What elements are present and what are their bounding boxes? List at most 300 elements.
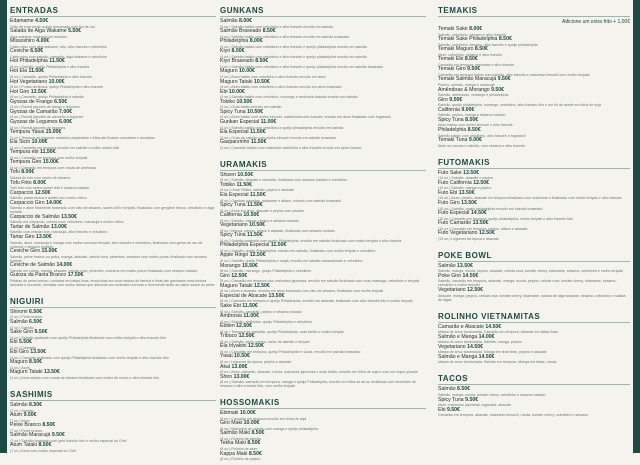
item-name: Tekka Maki [220,440,246,447]
item-price: 8.00€ [469,26,483,32]
item-price: 11.50€ [40,149,56,156]
item-name: Salmão [10,318,28,325]
menu-item [10,249,216,263]
item-description: Caldo miso com salmão, camarão, alga wakame e cebolinho [10,54,107,59]
item-name: Morango [220,262,241,269]
item-description: (4 un.) Camarão em tempura envolto em salmão e molho sweet chili [10,145,119,150]
item-description: (8 un.) Tempura de camarão, queijo Philadelphia, ovas tobiko e molho teriyaki [220,329,344,334]
corner-dot [634,442,639,447]
item-description: (8 un.) Salmão, queijo Philadelphia, envolto em salmão, finalizado com molho teriyaki e cebolinho [220,248,376,253]
item-description: Salmão, cebolinho, sésamo, alho francês e queijo philadelphia [438,42,538,47]
item-description: Alga wakame marinada em sésamo [10,34,68,39]
menu-column-left [10,6,216,457]
menu-item [10,273,216,287]
menu-item [438,88,630,98]
item-price: 9.50€ [51,432,65,439]
item-price: 9.50€ [465,396,479,403]
item-price: 13.50€ [458,189,475,196]
item-description: Salmão, manga, rúcula, pepino, abacate, cebola roxa, tomate cherry, edamame, sésamo, cebolinho e molho teriyaki [438,269,623,274]
item-name: Salmão [10,402,28,408]
item-price: 10.50€ [234,353,250,360]
item-name: Salmão [220,18,238,24]
menu-item [220,264,426,274]
item-description: (4 un.) Salmão batido com cebolinho e alho francês e queijo philadelphia envolto em salmão braseado [220,64,384,69]
item-price: 13.50€ [268,292,285,299]
item-name: Shizen [220,171,236,178]
item-price: 8.50€ [29,402,43,408]
item-description: Salmão, manga, rúcula, tomate cherry, cebolinho e sésamo tostado [438,393,546,398]
item-description: (10 un.) Atum, pepino, abacate em tempura finalizado com maionese e finalizado com molho teriyaki e alho francês [438,196,622,201]
menu-item [10,201,216,215]
item-name: Spicy Tuna [438,116,464,123]
item-price: 8.50€ [464,56,478,63]
item-name: Ebimaki [220,410,239,417]
item-name: Maguro Tataki [220,282,253,289]
item-description: Camarão em tempura, abacate, maionese kimuchi, rúcula, tomate cherry, cebolinho e sésamo [438,413,588,418]
item-price: 9.00€ [468,137,482,144]
item-name: Temaki Maguro [438,46,474,53]
menu-item [10,443,216,453]
item-description: (8 un.) Gambas panadas, maionese e alface, coberto com salmão braseado [220,198,342,203]
item-description: (8 un.) Rolinho de atum [220,447,258,452]
item-description: (4 un.) Salmão batido com cebolinho, morango e amêndoa tostada envolto em salmão [220,95,358,100]
item-description: (4 un.) Atum batido com cebolinho e alho francês envolto em atum [220,75,326,80]
item-name: Temaki Salmão Maracujá [438,76,497,83]
menu-item [10,235,216,249]
item-description: (10 un.) Camarão em tempura, pepino, alface e abacate [438,226,528,231]
item-name: Hot Ela [10,68,28,75]
item-price: 8.50€ [38,442,52,449]
section-title: POKE BOWL [438,250,492,260]
item-description: Salmão, cebolinho, sésamo e alho francês [438,32,506,37]
item-price: 9.50€ [446,406,460,413]
item-description: Atum batido com molho kimuchi e alho francês [438,123,513,128]
item-description: Salmão batido com cebolinho, alho francês e togarashi [438,133,526,138]
item-name: Especial de Abacate [220,292,268,299]
item-name: Carpaccio Giro [10,199,45,206]
item-price: 11.50€ [247,202,263,208]
item-description: (10 un.) Salmão, abacate e pepino [438,176,494,181]
section-divider [438,384,630,385]
item-description: (4 un.) Ravioli japonês de frango e legumes [10,105,80,110]
item-price: 12.50€ [236,323,253,330]
item-name: Futo Giro [438,199,460,206]
item-price: 5.50€ [68,28,82,35]
item-price: 15.00€ [41,248,58,255]
item-price: 8.50€ [251,430,265,437]
item-name: Futo Vegetariano [438,230,478,237]
item-price: 8.50€ [255,58,269,65]
item-description: Atum, cebolinho, sésamo e alho francês [438,52,502,57]
item-description: (4 un.) Salmão batido com cebolinho e alho francês envolto em salmão braseado [220,34,350,39]
item-name: Futo Especial [438,210,470,216]
item-price: 11.50€ [270,242,287,249]
item-price: 15.00€ [45,129,62,136]
menu-item [438,288,630,302]
item-name: Sake Giro [10,329,34,336]
item-price: 14.00€ [46,199,62,206]
item-price: 8.00€ [239,18,253,24]
item-price: 13.00€ [50,223,67,230]
item-price: 9.50€ [497,76,511,83]
item-name: Carpaccio [10,189,34,196]
item-price: 12.50€ [34,189,51,196]
section-title: HOSSOMAKIS [220,398,280,408]
item-description: (4 un.) Atum batido com molho kimuchi, salsichinha alho francês, envolto em atum finalizado com togarashi [220,115,391,120]
item-description: (8 un.) Salmão, queijo Philadelphia e maçã, envolto em salmão caramelizado e cebolinho [220,259,363,264]
item-price: 9.00€ [461,106,475,113]
item-description: Caldo miso com alga wakame, tofu, alho francês e cebolinho [10,44,107,49]
item-name: Edamame [10,18,34,24]
corner-dot [634,6,639,11]
item-name: Gyozas de Frango [10,98,53,105]
item-price: 14.50€ [485,323,502,330]
item-name: Missoshiro [10,38,35,45]
item-price: 13.50€ [61,213,77,220]
item-name: Vegetariano [220,222,248,229]
item-description: (8 un.) Camarão em tempura, queijo Philadelphia e rúcula, envolto em salmão braseado [220,349,361,354]
item-name: Ebi [220,88,228,95]
item-name: Hot Giro [10,88,30,95]
item-name: Spicy Tuna [220,232,246,239]
item-price: 13.50€ [43,369,60,376]
item-description: (4 un.) Ovas de salmão com molho kimuchi envolto em salmão braseado [220,135,337,140]
item-description: (4 un.) Camarão batido com maionese cebolinho e alho francês envolto em peixe branco [220,145,362,150]
item-description: (4 un.) Salmão gratinado com queijo Philadelphia finalizado com molho teriyaki e alho francês frito [10,335,167,340]
section-divider [220,16,426,17]
item-name: Ela Especial [220,129,249,136]
menu-item [220,140,426,150]
item-description: (8 un.) Salmão gratinado com queijo Philadelphia, envolto em salmão finalizado com molho teriyaki e alho francês [220,238,402,243]
item-description: Camarão em tempura batido com salmão, alho francês e maionese kimuchi com molho teriyaki [438,72,590,77]
item-description: Salmão em cubos, manga, abacate, cebola roxa, pimentos, coentros em molho ponzu finalizado com sésamo tostado [10,268,198,273]
item-price: 14.50€ [470,210,487,216]
item-price: 10.50€ [237,171,254,178]
item-name: Kiyo Braseado [220,58,254,65]
item-name: Salmão [438,262,456,269]
item-description: (8 un.) Camarão em tempura com maionese japonesa, envolto em salmão finalizado com ovas massago, cebolinho e teriyaki [220,279,420,284]
section-divider [220,170,426,171]
item-name: Maguro Tataki [10,369,43,376]
menu-item [220,354,426,364]
item-name: Giro [220,272,230,279]
item-price: 8.00€ [231,48,245,55]
item-name: Tofu [10,169,20,176]
item-description: Tofu frito com molho sweet chili e sésamo tostado [10,186,90,191]
item-name: Tempura Yasai [10,129,45,136]
item-description: Pétalas de peixe branco, cortadas em fatias finas, envolvidas em uma mistura de farinha e fritas até ganharem uma textura dourada e crocante, servidas com molho tártaro que adiciona um contraste cremoso e levemente ácido ao sabor suave do peixe [10,278,215,287]
item-name: Sake Ebi [220,302,241,309]
item-price: 10.00€ [48,78,65,85]
menu-item [220,365,426,375]
item-price: 11.50€ [250,129,266,136]
menu-section-poke-bowl [438,251,630,302]
section-title: TACOS [438,374,468,384]
item-price: 13.50€ [30,349,47,356]
item-description: (4 un.) Salmão batido com cebolinho e queijo philadelphia envolto em salmão [220,125,344,130]
item-name: Ebiten [220,323,235,330]
item-price: 15.50€ [241,262,258,269]
item-price: 11.00€ [260,118,277,125]
item-price: 10.50€ [236,98,253,105]
item-description: (1 un.) Tempura de legumes variados preparados e fritos até ficarem crocantes e dourados [10,135,155,140]
item-description: (8 un.) Salmão, atum, pepino, tartar de salmão e teriyaki [220,339,310,344]
item-price: 6.50€ [54,98,68,105]
item-name: Hot Philadelphia [10,58,48,65]
item-description: Massa de arroz tamboriada, Salmão em tempura, Manga em fatias, rúcula [438,360,557,365]
item-price: 14.50€ [462,272,479,279]
section-title: TEMAKIS [438,6,478,15]
item-description: Salmão, peixe branco ou polvo, manga, abacate, cebola roxa, pimentos, coentros com molho ponzu finalizado com sésamo tostado [10,254,207,263]
item-price: 10.00€ [228,88,245,95]
menu-item [438,398,630,408]
left-border [0,0,7,453]
item-name: Salmão Maki [220,430,250,437]
menu-section-gunkans [220,6,426,150]
item-price: 8.00€ [21,169,35,176]
item-name: Hot Vegetariano [10,78,48,85]
menu-item [220,344,426,354]
item-price: 10.50€ [249,222,266,229]
section-divider [438,16,630,17]
item-price: 12.50€ [249,252,266,259]
item-description: Salmão, atum, maracujá e manga com molho cremoso teriyaki, alho francês e cebolinho, finalizado com gema de ovo de codorniz e sésamo tostado [10,240,203,249]
item-price: 13.50€ [472,220,489,227]
item-price: 10.50€ [243,212,260,219]
item-name: Gunkan Especial [220,118,260,125]
item-price: 9.50€ [491,86,505,93]
item-description: (4 un.) Ravioli japonês de camarão e legumes [10,115,84,120]
item-name: Spicy Tuna [220,108,246,115]
item-price: 17.50€ [67,272,84,279]
item-price: 11.50€ [250,139,267,146]
menu-item [438,355,630,365]
item-price: 15.00€ [42,159,59,166]
item-name: Temaki Sake Philadelphia [438,36,498,43]
item-name: Salada de Alga Wakame [10,28,67,35]
item-price: 12.50€ [247,343,264,350]
item-price: 11.50€ [242,302,258,309]
item-price: 10.00€ [239,68,255,75]
item-description: Salmão, pasta trunca e azeite com molho cítrico [10,196,87,201]
section-title: URAMAKIS [220,159,268,169]
item-price: 9.50€ [23,412,37,419]
item-price: 9.50€ [34,329,48,336]
item-name: Ceviche [10,48,29,55]
item-description: Camarão em tempura, maionese e alho francês [438,62,515,67]
item-name: Tempura ebi [10,149,39,156]
item-description: (8 un.) Camarão, queijo Philadelphia e salmão [10,95,84,100]
item-price: 9.50€ [467,66,481,73]
item-description: (8 un.) Salmão, camarão, pepino e sésamo tostado [220,309,302,314]
item-name: Ceviche Giro [10,248,40,255]
item-description: Massa de arroz tamboriada, Manga em tiras finas, pepino e abacate [438,350,547,355]
menu-section-rolinho-vietnamitas [438,312,630,365]
item-name: Giro [438,96,448,103]
item-price: 12.50€ [473,179,490,186]
item-price: 6.50€ [29,308,43,315]
item-description: (8 un.) Salmão, abacate e camarão, finalizado com sésamo tostado e cebolinho [220,178,348,183]
section-title: ROLINHO VIETNAMITAS [438,311,541,321]
menu-item [438,408,630,418]
item-name: Tobiko [220,98,235,105]
item-description: (4 un.) Camarão em tempura com crosta de amêndoa [10,165,96,170]
item-name: Ela Irlyakini [220,343,247,350]
menu-item [10,160,216,170]
item-price: 13.00€ [233,373,250,380]
section-divider [220,408,426,409]
item-price: 8.50€ [42,422,56,429]
item-name: Temaki Giro [438,66,466,73]
menu-section-entradas [10,6,216,287]
item-name: Ceviche de Salmão [10,262,55,269]
item-description: (8 un.) Rolinho de salmão [220,436,262,441]
item-price: 12.50€ [467,286,484,293]
item-description: (4 un.) Camarão gratinado com queijo Philadelphia finalizado com molho teriyaki e alho francês frito [10,355,169,360]
item-description: Salmão e atum finamente braseado com óleo de sésamo, sweet chili e teriyaki, finalizado com gengibre fresco, cebolinho e alga tostada [10,206,214,215]
item-name: Tribuco [220,333,238,340]
menu-item [438,231,630,241]
item-description: (7 un.) Salmão braseado com gelo francês frito e molho especial do Chef [10,438,127,443]
item-description: (4 un.) Ovas tobiko envolto em salmão [220,105,282,110]
item-price: 6.50€ [29,318,43,325]
item-price: 8.50€ [457,386,471,393]
item-name: Maguro [220,68,238,75]
item-price: 10.00€ [239,410,256,417]
menu-section-temakis [438,6,630,148]
menu-section-hossomakis [220,398,426,461]
item-description: (8 un.) Atum, camarão, abacate, rúcula, maionese japonesa e ovas tobiko, envolto em folha de soja e com um toque picante [220,370,418,375]
item-description: (8 un.) Salmão, morango, queijo Philadelphia e cebolinho [220,269,312,274]
menu-column-middle [220,6,426,465]
item-name: California [220,212,242,219]
item-description: (4 un.) Atum batido com cebolinho e alho francês envolto em atum braseado [220,85,342,90]
item-description: (2 un.) Peixe branco [10,315,43,320]
item-price: 11.00€ [243,313,259,320]
item-description: (8 un.) Maionese de salmão com manga e queijo philadelphia [220,426,319,431]
item-description: (7 un.) Atum [10,418,30,423]
menu-section-futomakis [438,158,630,241]
item-name: Yasai [220,353,233,360]
section-divider [10,16,216,17]
item-name: Kappa Maki [220,450,248,457]
item-price: 7.00€ [59,108,73,115]
menu-section-tacos [438,374,630,417]
item-description: (2 un.) Camarão [10,345,37,350]
item-name: Ebi [438,406,446,413]
item-name: Atum Tataki [10,442,38,449]
item-price: 12.50€ [238,333,255,340]
section-title: ENTRADAS [10,6,59,15]
section-title: GUNKANS [220,6,264,15]
item-name: Shiromi [10,308,28,315]
item-description: (10 un.) Camarão em tempura, queijo philadelphia, molho teriyaki e alho francês frito [438,216,573,221]
corner-dot [2,6,7,11]
item-name: Shiro [220,373,233,380]
item-name: Futo Sake [438,169,462,176]
item-description: (8 un.) Salmão, camarão em tempura, manga e queijo Philadelphia, envolto em folha de arroz, finalizado com sementes de sésamo e alho francês frito, com molho teriyaki [220,380,416,389]
item-name: Tempura Giro [10,159,42,166]
item-name: Tartar de Salmão [10,223,50,230]
item-description: (4 un.) Salmão batido com cebolinho e alho francês e queijo philadelphia envolto em salmão [220,44,368,49]
item-name: Gyozas de Camarão [10,108,58,115]
item-price: 10.50€ [253,78,270,85]
item-price: 13.50€ [463,169,479,176]
item-price: 11.50€ [49,58,65,65]
item-name: Vegetariano [438,343,466,350]
item-description: (4 un.) Ravioli japonês de legumes [10,125,66,130]
item-name: Gasparzinho [220,139,250,146]
item-price: 12.50€ [231,272,248,279]
item-description: (8 un.) Camarão em tempura envolto em folha de soja [220,416,307,421]
section-divider [438,261,630,262]
item-description: Massa de arroz tamboriada, Salmão, manga, pepino [438,340,522,345]
item-description: (4 un.) Atum selado com crosta de sésamo finalizado com molho de nozes e alho francês frito [10,376,160,380]
item-price: 6.00€ [59,118,73,125]
item-price: 11.50€ [28,68,45,75]
item-price: 8.50€ [474,46,488,53]
menu-section-sashimis [10,390,216,453]
item-price: 14.00€ [56,262,73,269]
item-price: 11.50€ [236,181,253,188]
item-price: 6.50€ [30,48,44,55]
item-name: Salmão Maracujá [10,432,51,439]
item-name: Philadelphia [220,38,249,45]
item-price: 4.00€ [36,38,50,45]
item-name: Temaki Ebi [438,56,464,63]
item-price: 11.50€ [250,191,266,198]
item-description: (4 un.) Salmão batido com cebolinho e alho francês e queijo philadelphia envolto em salmão [220,54,368,59]
corner-dot [2,442,7,447]
item-price: 8.50€ [29,359,43,366]
item-price: 11.50€ [247,232,263,239]
item-price: 5.50€ [18,339,32,346]
item-name: Amêndoas & Morango [438,86,490,93]
menu-item [220,375,426,389]
item-description: (4 un.) Salmão batido com cebolinho e alho francês envolto em salmão [220,24,334,29]
item-description: Pepino, salmão, manga e maracujá [438,83,495,88]
item-description: Salmão com cebola roxa, maracujá, alho francês e cebolinho [10,230,108,235]
item-description: (7 un.) Salmão [10,408,34,413]
item-name: Salmão e Manga [438,353,478,360]
item-name: Tartar Giro [10,233,35,240]
menu-item [10,403,216,413]
item-price: 10.50€ [247,108,263,115]
item-description: (7 un.) Atum com molho especial do Chef [10,448,76,453]
item-name: Carpaccio de Salmão [10,213,60,220]
item-description: (8 un.) Legumes da época, pepino e abacate [220,360,292,364]
item-name: Ela Sicio [10,139,31,146]
menu-item [220,80,426,90]
item-name: Peixe Branco [10,422,41,429]
item-name: Tofu Frito [10,179,32,186]
item-name: Futo Camarão [438,220,472,227]
item-description: (8 un.) Atum em alvor, abacate e pepino com picante [220,208,305,213]
item-description: (10 un.) Legumes da época e abacate [438,236,499,241]
item-name: Ela Especial [220,191,249,198]
item-price: 4.50€ [35,18,49,24]
section-divider [10,307,216,308]
item-price: 10.00€ [243,420,260,427]
item-name: Atum [10,412,23,419]
item-name: Maguro Tataki [220,78,253,85]
item-name: Guioza da Pasta Branco [10,272,67,279]
menu-section-niguiri [10,297,216,380]
item-name: Tobiko [220,181,235,188]
item-name: Giro Maki [220,420,243,427]
item-price: 12.50€ [253,282,270,289]
item-name: Spicy Tuna [220,202,246,208]
